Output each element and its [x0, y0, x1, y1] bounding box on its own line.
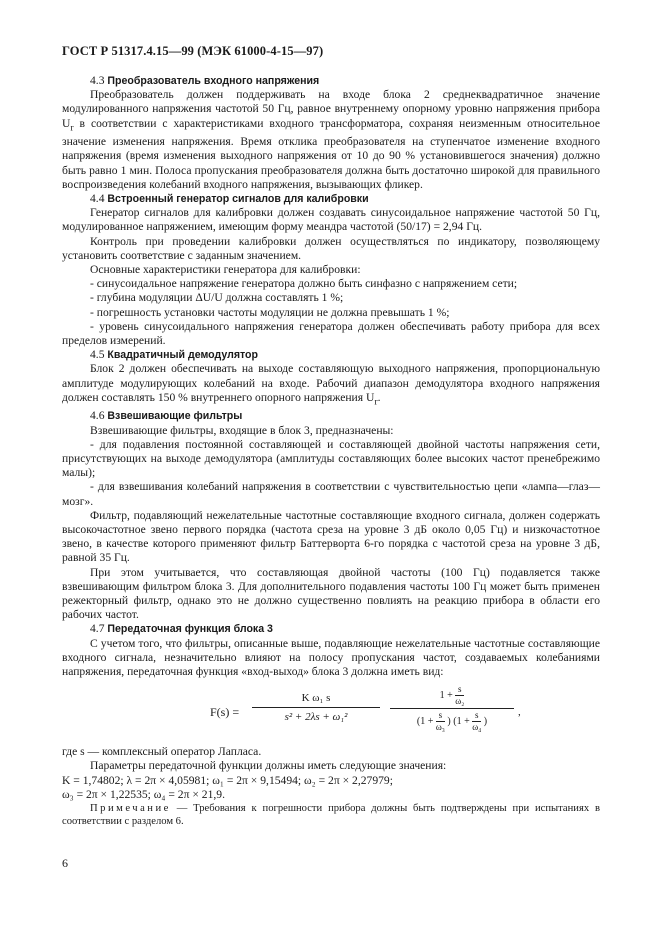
list-item: - погрешность установки частоты модуляции не должна превышать 1 %;: [90, 305, 450, 319]
document-header: ГОСТ Р 51317.4.15—99 (МЭК 61000-4-15—97): [62, 44, 324, 58]
parameters-line-2: ω₃ = 2π × 1,22535; ω₄ = 2π × 21,9.: [62, 787, 225, 801]
formula-numerator-1: K ω₁ s: [301, 692, 331, 705]
list-item: - для подавления постоянной составляющей и составляющей двойной частоты напряжения сети, присутствующих на выходе демодулятора (амплитуды составляющих более высоких частот пренебрежимо малы);: [62, 437, 600, 480]
section-number: 4.4: [90, 191, 105, 205]
section-number: 4.3: [90, 74, 105, 87]
fraction-bar: [390, 708, 514, 709]
section-title: Преобразователь входного напряжения: [107, 75, 320, 87]
paragraph: Генератор сигналов для калибровки должен создавать синусоидальное напряжение частотой 50 Гц, модулированное напряжением, имеющим форму меандра частотой (50/17) = 2,94 Гц.: [62, 206, 600, 234]
list-item: - уровень синусоидального напряжения генератора должен обеспечивать работу прибора для всех пределов измерений.: [62, 319, 600, 347]
section-4-5-text: Блок 2 должен обеспечивать на выходе составляющую выходного напряжения, пропорциональную амплитуде модулирующих колебаний на входе. Рабочий диапазон демодулятора входного напряжения должен составлять 150 % внутреннего опорного напряжения $U_r$.: [62, 362, 600, 408]
list-item: - для взвешивания колебаний напряжения в соответствии с чувствительностью цепи «лампа—глаз—мозг».: [62, 480, 600, 508]
paragraph: Взвешивающие фильтры, входящие в блок 3, предназначены:: [90, 423, 394, 437]
formula-comma: ,: [518, 706, 521, 719]
formula-denominator-1: s² + 2λs + ω₁²: [284, 711, 348, 724]
list-item: - синусоидальное напряжение генератора должно быть синфазно с напряжением сети;: [90, 277, 518, 291]
formula-denominator-2: ($1 + \frac{s}{\text{ω₃}}$ ) ($1 + \frac{s}{\text{ω₄}}$ ): [416, 710, 488, 733]
section-4-6-heading: [62, 409, 600, 423]
formula-where: где s — комплексный оператор Лапласа.: [62, 745, 262, 759]
page-number: 6: [62, 856, 68, 870]
note: [62, 802, 600, 828]
formula-lhs: F(s) =: [210, 705, 240, 720]
paragraph: Параметры передаточной функции должны иметь следующие значения:: [90, 759, 447, 773]
section-4-4-heading: [62, 192, 600, 206]
formula-fraction-1: [252, 691, 380, 724]
section-title: Взвешивающие фильтры: [107, 410, 243, 423]
paragraph: Основные характеристики генератора для калибровки:: [90, 262, 361, 276]
section-4-5-heading: [62, 348, 600, 362]
section-number: 4.5: [90, 348, 105, 362]
document-body: [62, 74, 600, 828]
note-label: Примечание: [90, 802, 171, 814]
section-title: Встроенный генератор сигналов для калибровки: [107, 192, 369, 205]
parameters-line-1: K = 1,74802; λ = 2π × 4,05981; ω₁ = 2π × 9,15494; ω₂ = 2π × 2,27979;: [62, 773, 393, 787]
paragraph: Контроль при проведении калибровки должен осуществляться по индикатору, позволяющему установить соответствие с заданным значением.: [62, 234, 600, 262]
section-4-3-heading: [62, 74, 600, 88]
section-title: Передаточная функция блока 3: [107, 623, 273, 636]
paragraph: Фильтр, подавляющий нежелательные частотные составляющие входного сигнала, должен содержать высокочастотное звено первого порядка (частота среза на уровне 3 дБ около 0,05 Гц) и низкочастотное звено, в качестве которого применяют фильтр Баттерворта 6-го порядка с частотой среза на уровне 3 дБ, равной 35 Гц.: [62, 508, 600, 565]
section-4-3-text: Преобразователь должен поддерживать на входе блока 2 среднеквадратичное значение модулированного напряжения частотой 50 Гц, равное внутреннему опорному уровню напряжения прибора $U_r$ в соответствии с характеристиками входного трансформатора, сохраняя неизменным относительное значение изменения напряжения. Время отклика преобразователя на ступенчатое изменение входного напряжения (время изменения выходного напряжения от 10 до 90 % установившегося значения) должно быть равно 1 мин. Полоса пропускания преобразователя должна быть достаточно широкой для правильного воспроизведения колебаний входного напряжения, вызывающих фликер.: [62, 88, 600, 191]
list-item: - глубина модуляции ΔU/U должна составлять 1 %;: [90, 291, 344, 305]
section-title: Квадратичный демодулятор: [107, 349, 258, 362]
paragraph: При этом учитывается, что составляющая двойной частоты (100 Гц) подавляется также взвешивающим фильтром блока 3. Для дополнительного подавления частоты 100 Гц может быть применен режекторный фильтр, однако это не должно существенно повлиять на реакцию прибора в области его рабочих частот.: [62, 565, 600, 622]
section-number: 4.7: [90, 622, 105, 636]
fraction-bar: [252, 707, 380, 708]
section-number: 4.6: [90, 409, 105, 423]
paragraph: С учетом того, что фильтры, описанные выше, подавляющие нежелательные частотные составляющие входного сигнала, незначительно влияют на полосу пропускания частот, создаваемых колебаниями напряжения, передаточная функция «вход-выход» блока 3 должна иметь вид:: [62, 636, 600, 678]
formula-numerator-2: $1 + \frac{s}{\text{ω₂}}$: [439, 684, 465, 707]
transfer-function-formula: [62, 685, 600, 741]
formula-fraction-2: [390, 685, 514, 732]
note-text: — Требования к погрешности прибора должны быть подтверждены при испытаниях в соответствии с разделом 6.: [62, 802, 600, 827]
section-4-7-heading: [62, 622, 600, 636]
